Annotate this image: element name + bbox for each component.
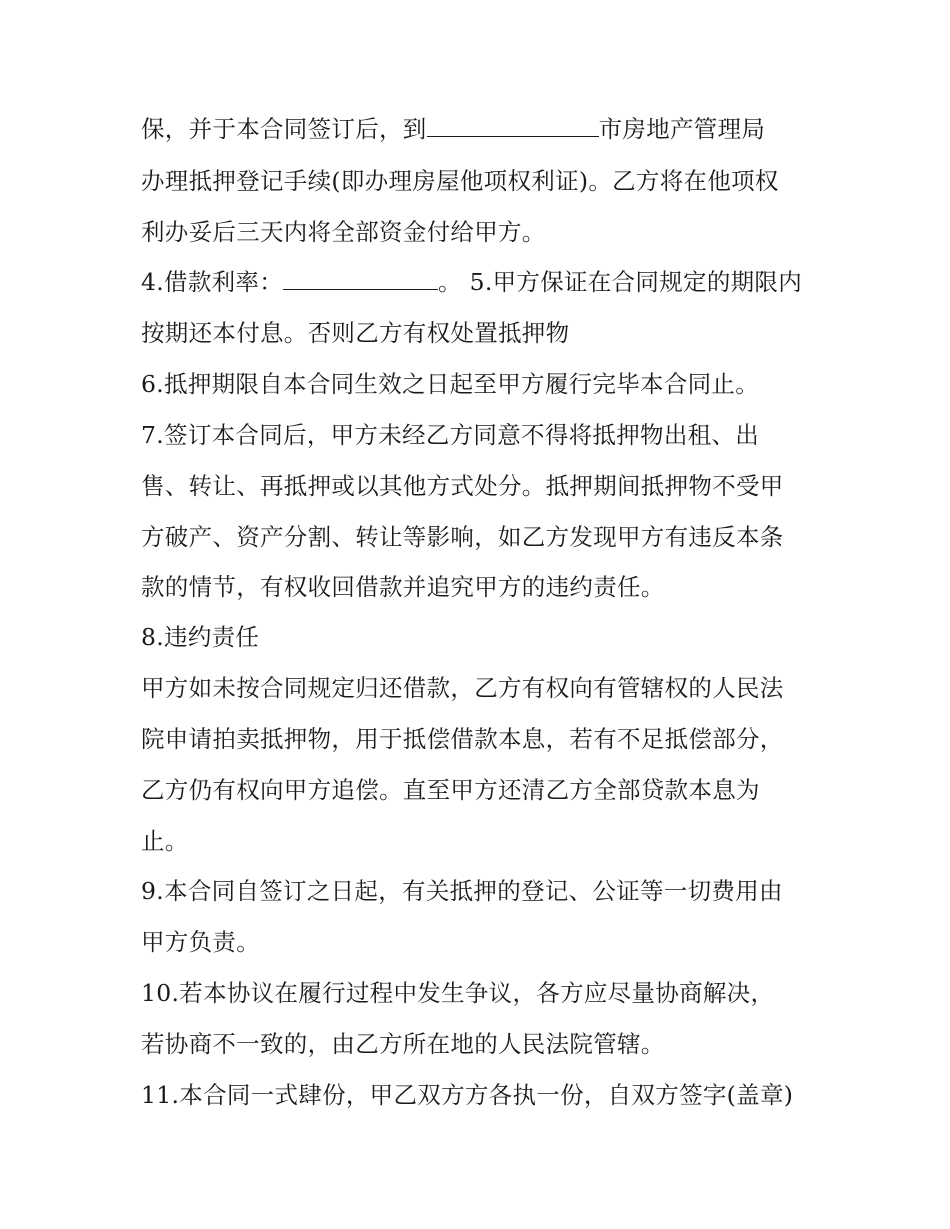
text-line: 止。 bbox=[141, 827, 189, 855]
fill-in-blank bbox=[283, 267, 438, 290]
text-line: 甲方负责。 bbox=[141, 928, 260, 956]
text-line: 利办妥后三天内将全部资金付给甲方。 bbox=[141, 218, 546, 246]
text-line: 6.抵押期限自本合同生效之日起至甲方履行完毕本合同止。 bbox=[141, 370, 760, 398]
section-heading: 8.违约责任 bbox=[141, 623, 260, 651]
text-line: 7.签订本合同后，甲方未经乙方同意不得将抵押物出租、出 bbox=[141, 421, 760, 449]
fill-in-blank bbox=[427, 114, 599, 137]
text-line: 4.借款利率： 。 5.甲方保证在合同规定的期限内 bbox=[141, 268, 803, 296]
text-line: 乙方仍有权向甲方追偿。直至甲方还清乙方全部贷款本息为 bbox=[141, 776, 760, 804]
text-line: 甲方如未按合同规定归还借款，乙方有权向有管辖权的人民法 bbox=[141, 674, 784, 702]
text-line: 方破产、资产分割、转让等影响，如乙方发现甲方有违反本条 bbox=[141, 523, 784, 551]
text-line: 院申请拍卖抵押物，用于抵偿借款本息，若有不足抵偿部分， bbox=[141, 725, 784, 753]
text-line: 售、转让、再抵押或以其他方式处分。抵押期间抵押物不受甲 bbox=[141, 472, 784, 500]
text-line: 保，并于本合同签订后，到 市房地产管理局 bbox=[141, 115, 766, 143]
text-line: 9.本合同自签订之日起，有关抵押的登记、公证等一切费用由 bbox=[141, 877, 783, 905]
text-line: 办理抵押登记手续(即办理房屋他项权利证)。乙方将在他项权 bbox=[141, 167, 779, 195]
text-line: 按期还本付息。否则乙方有权处置抵押物 bbox=[141, 319, 570, 347]
text-line: 11.本合同一式肆份，甲乙双方方各执一份，自双方签字(盖章) bbox=[141, 1081, 794, 1109]
text-line: 若协商不一致的，由乙方所在地的人民法院管辖。 bbox=[141, 1030, 665, 1058]
text-line: 10.若本协议在履行过程中发生争议，各方应尽量协商解决， bbox=[141, 979, 775, 1007]
text-line: 款的情节，有权收回借款并追究甲方的违约责任。 bbox=[141, 573, 665, 601]
